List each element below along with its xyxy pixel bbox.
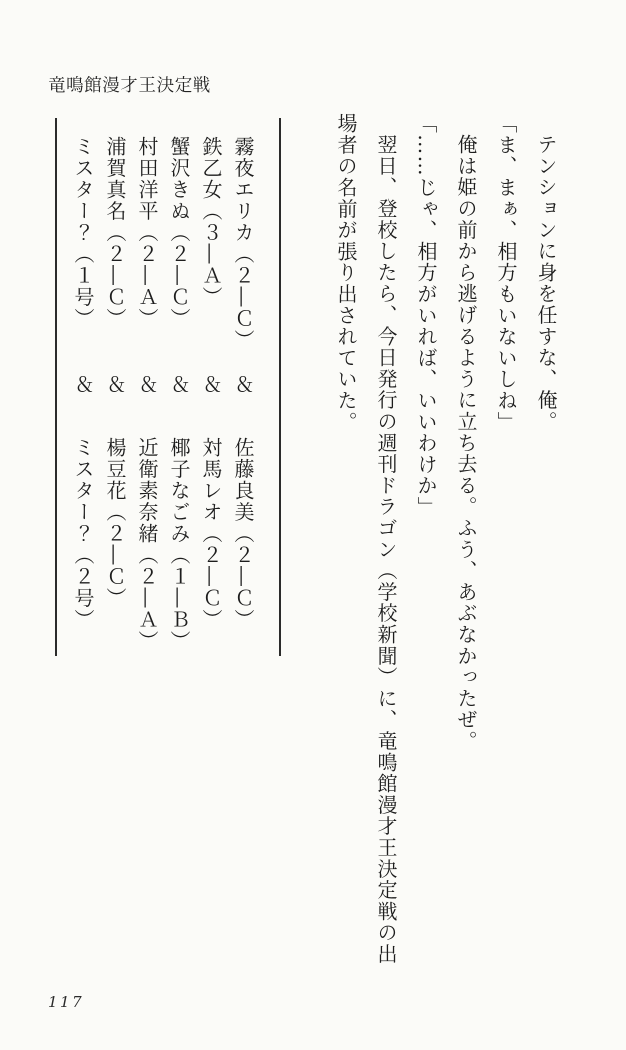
roster-table xyxy=(55,118,281,656)
performer-2: 近衛素奈緒（２―Ａ） xyxy=(135,437,159,652)
performer-1: 霧夜エリカ（２―Ｃ） xyxy=(231,136,255,351)
performer-1: 浦賀真名（２―Ｃ） xyxy=(103,136,127,330)
performer-1: 鉄乙女（３―Ａ） xyxy=(199,136,223,308)
performer-2: 椰子なごみ（１―Ｂ） xyxy=(167,437,191,652)
roster-pair xyxy=(67,136,99,656)
roster-pair xyxy=(195,136,227,656)
ampersand: ＆ xyxy=(71,374,95,396)
ampersand: ＆ xyxy=(167,374,191,396)
performer-1: 村田洋平（２―Ａ） xyxy=(135,136,159,330)
performer-2: ミスター？（２号） xyxy=(71,437,95,631)
performer-2: 対馬レオ（２―Ｃ） xyxy=(199,437,223,631)
text-line: 「ま、まぁ、相方もいないしね」 xyxy=(494,113,518,433)
page-number: 117 xyxy=(48,993,85,1011)
ampersand: ＆ xyxy=(103,374,127,396)
roster-pair xyxy=(131,136,163,656)
ampersand: ＆ xyxy=(231,374,255,396)
text-line: 翌日、登校したら、今日発行の週刊ドラゴン（学校新聞）に、竜鳴館漫才王決定戦の出 xyxy=(374,134,398,965)
performer-2: 楊豆花（２―Ｃ） xyxy=(103,437,127,609)
text-line: テンションに身を任すな、俺。 xyxy=(534,134,558,433)
roster-pair xyxy=(99,136,131,656)
running-header: 竜鳴館漫才王決定戦 xyxy=(48,76,211,96)
performer-1: 蟹沢きぬ（２―Ｃ） xyxy=(167,136,191,330)
text-line: 俺は姫の前から逃げるように立ち去る。ふう、あぶなかったぜ。 xyxy=(454,134,478,752)
text-line: 「……じゃ、相方がいれば、いいわけか」 xyxy=(414,113,438,518)
body-text xyxy=(326,113,566,985)
ampersand: ＆ xyxy=(199,374,223,396)
roster-pair xyxy=(227,136,259,656)
performer-1: ミスター？（１号） xyxy=(71,136,95,330)
ampersand: ＆ xyxy=(135,374,159,396)
text-line: 場者の名前が張り出されていた。 xyxy=(334,113,358,433)
roster-pair xyxy=(163,136,195,656)
performer-2: 佐藤良美（２―Ｃ） xyxy=(231,437,255,631)
